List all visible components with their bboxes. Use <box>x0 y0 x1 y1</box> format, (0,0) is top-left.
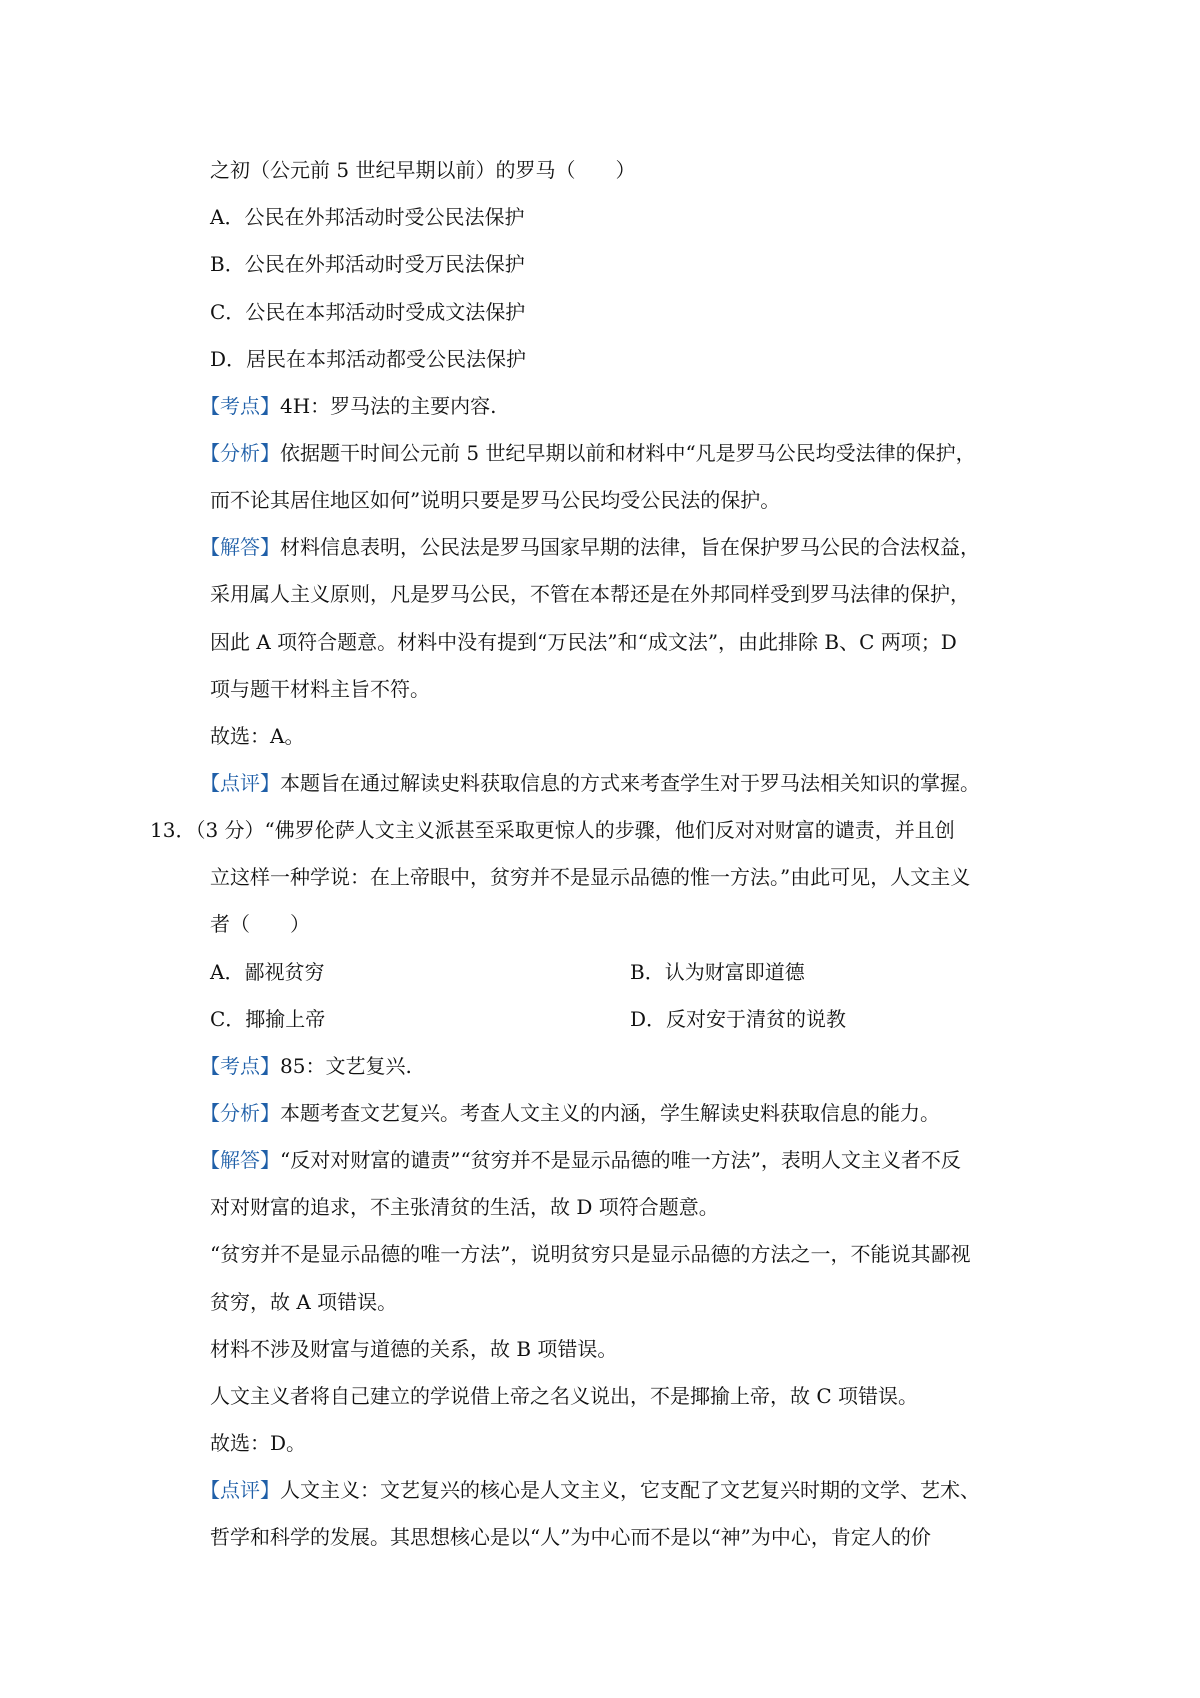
q13-jieda-line-5: 材料不涉及财富与道德的关系，故 B 项错误。 <box>210 1337 618 1361</box>
q13-dianping-line-2: 哲学和科学的发展。其思想核心是以“人”为中心而不是以“神”为中心，肯定人的价 <box>210 1525 931 1549</box>
q12-option-b: B．公民在外邦活动时受万民法保护 <box>210 252 525 276</box>
q13-options-row-1 <box>210 958 1022 986</box>
q13-option-d: D．反对安于清贫的说教 <box>630 1007 847 1031</box>
q13-stem-line-1: 13．（3 分）“佛罗伦萨人文主义派甚至采取更惊人的步骤，他们反对对财富的谴责，并且创 <box>150 818 955 842</box>
q13-stem-line-2: 立这样一种学说：在上帝眼中，贫穷并不是显示品德的惟一方法。”由此可见，人文主义 <box>210 865 971 889</box>
q12-jieda-line-4: 项与题干材料主旨不符。 <box>210 677 430 701</box>
q13-options-row-2 <box>210 1005 1022 1033</box>
q12-fenxi <box>200 439 1012 467</box>
q12-answer: 故选：A。 <box>210 724 305 748</box>
fenxi-text-1: 依据题干时间公元前 5 世纪早期以前和材料中“凡是罗马公民均受法律的保护， <box>280 441 976 465</box>
q12-jieda-line-2: 采用属人主义原则，凡是罗马公民，不管在本帮还是在外邦同样受到罗马法律的保护， <box>210 582 970 606</box>
q13-stem-line-3: 者（ ） <box>210 912 310 936</box>
q13-jieda <box>200 1146 1012 1174</box>
dianping-tag: 【点评】 <box>200 771 280 795</box>
q12-option-d: D．居民在本邦活动都受公民法保护 <box>210 347 527 371</box>
q13-answer: 故选：D。 <box>210 1431 307 1455</box>
q12-fenxi-line-2: 而不论其居住地区如何”说明只要是罗马公民均受公民法的保护。 <box>210 488 781 512</box>
fenxi-text: 本题考查文艺复兴。考查人文主义的内涵，学生解读史料获取信息的能力。 <box>280 1101 940 1125</box>
fenxi-tag: 【分析】 <box>200 1101 280 1125</box>
kaodian-text: 4H：罗马法的主要内容. <box>280 394 497 418</box>
q13-jieda-line-6: 人文主义者将自己建立的学说借上帝之名义说出，不是揶揄上帝，故 C 项错误。 <box>210 1384 919 1408</box>
jieda-tag: 【解答】 <box>200 535 280 559</box>
q13-option-b: B．认为财富即道德 <box>630 960 805 984</box>
q12-kaodian <box>200 392 1012 420</box>
q12-stem-end: 之初（公元前 5 世纪早期以前）的罗马（ ） <box>210 158 636 182</box>
q13-option-c: C．揶揄上帝 <box>210 1007 326 1031</box>
dianping-text: 本题旨在通过解读史料获取信息的方式来考查学生对于罗马法相关知识的掌握。 <box>280 771 980 795</box>
q12-jieda-line-3: 因此 A 项符合题意。材料中没有提到“万民法”和“成文法”，由此排除 B、C 两项；D <box>210 630 957 654</box>
q13-option-a: A．鄙视贫穷 <box>210 960 325 984</box>
q13-fenxi <box>200 1099 1012 1127</box>
kaodian-tag: 【考点】 <box>200 394 280 418</box>
q12-dianping <box>200 769 1012 797</box>
jieda-text-1: “反对对财富的谴责”“贫穷并不是显示品德的唯一方法”，表明人文主义者不反 <box>280 1148 961 1172</box>
q12-option-c: C．公民在本邦活动时受成文法保护 <box>210 300 526 324</box>
dianping-tag: 【点评】 <box>200 1478 280 1502</box>
jieda-text-1: 材料信息表明，公民法是罗马国家早期的法律，旨在保护罗马公民的合法权益， <box>280 535 980 559</box>
q12-jieda <box>200 533 1012 561</box>
q13-jieda-line-3: “贫穷并不是显示品德的唯一方法”，说明贫穷只是显示品德的方法之一，不能说其鄙视 <box>210 1242 971 1266</box>
q13-jieda-line-2: 对对财富的追求，不主张清贫的生活，故 D 项符合题意。 <box>210 1195 719 1219</box>
q13-jieda-line-4: 贫穷，故 A 项错误。 <box>210 1290 398 1314</box>
q12-option-a: A．公民在外邦活动时受公民法保护 <box>210 205 525 229</box>
fenxi-tag: 【分析】 <box>200 441 280 465</box>
jieda-tag: 【解答】 <box>200 1148 280 1172</box>
q13-kaodian <box>200 1052 1012 1080</box>
kaodian-tag: 【考点】 <box>200 1054 280 1078</box>
kaodian-text: 85：文艺复兴. <box>280 1054 412 1078</box>
dianping-text-1: 人文主义：文艺复兴的核心是人文主义，它支配了文艺复兴时期的文学、艺术、 <box>280 1478 980 1502</box>
q13-dianping <box>200 1476 1012 1504</box>
